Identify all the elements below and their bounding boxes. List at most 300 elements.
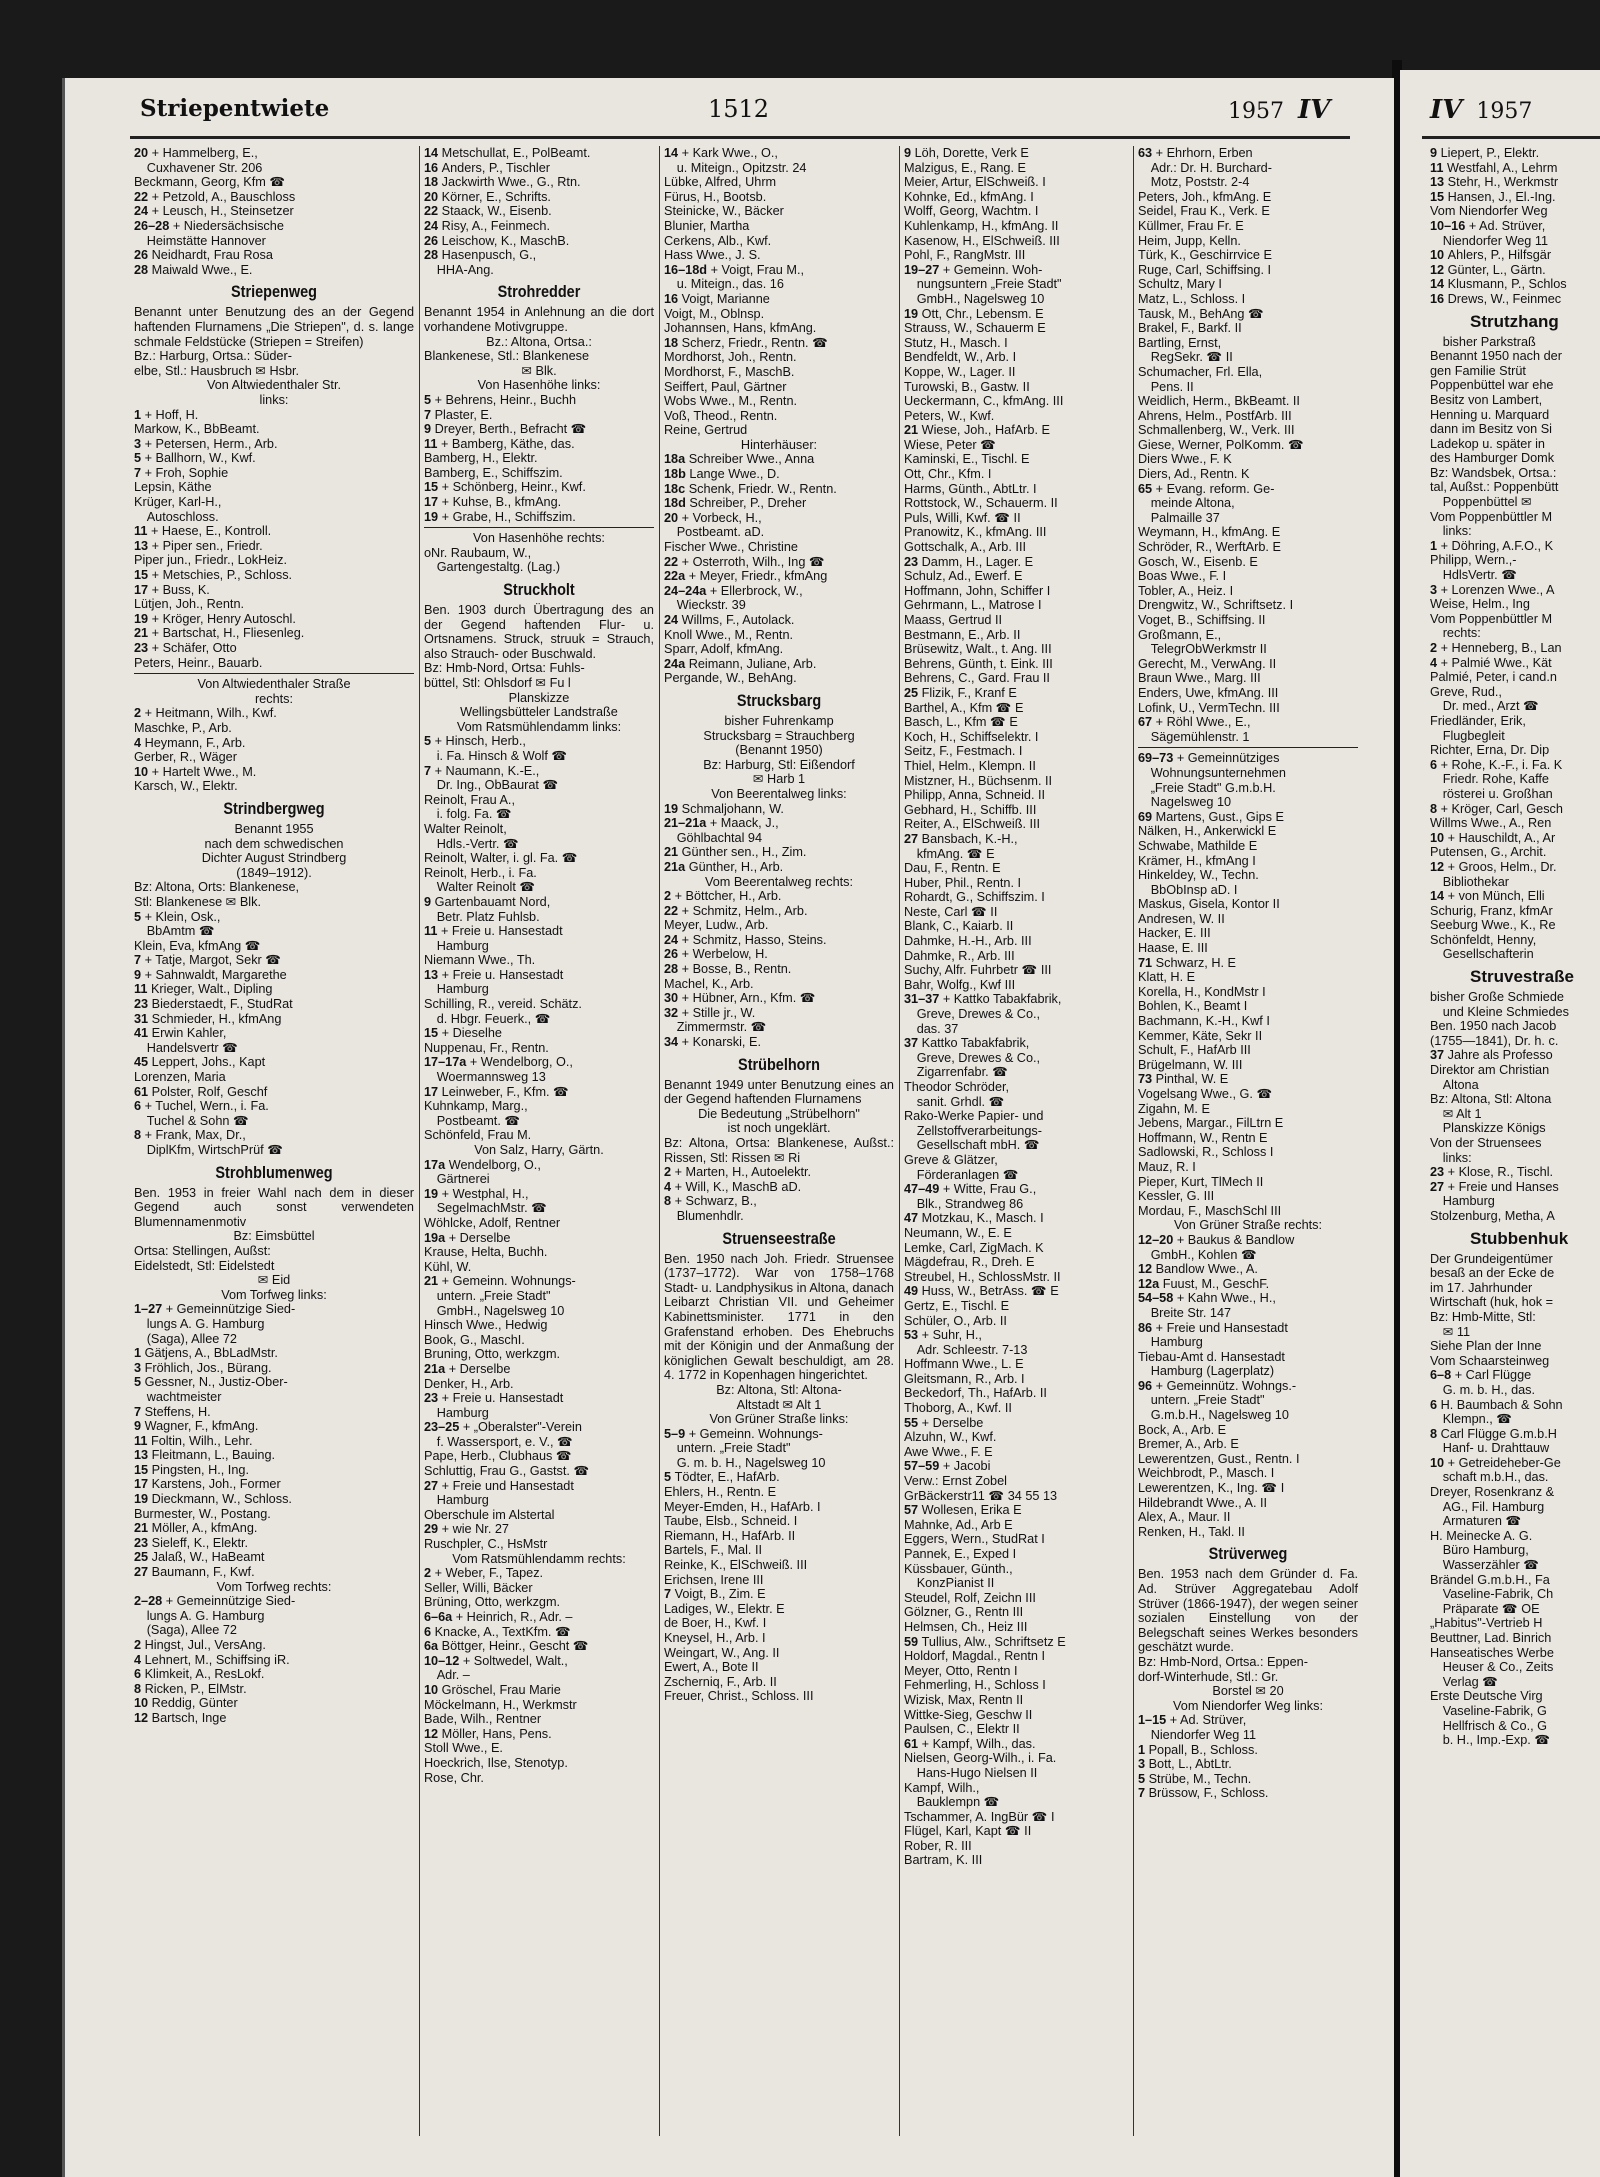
- street-info: Bz: Harburg, Stl: Eißendorf: [703, 757, 855, 772]
- directory-entry: 61 + Kampf, Wilh., das.: [904, 1736, 1036, 1751]
- directory-entry: 6 + Rohe, K.-F., i. Fa. K: [1430, 757, 1563, 772]
- directory-entry: Schönfeldt, Henny,: [1430, 932, 1537, 947]
- directory-entry: 27 Baumann, F., Kwf.: [134, 1565, 255, 1580]
- directory-entry: Bibliothekar: [1430, 874, 1509, 889]
- house-number: 4: [664, 1179, 675, 1194]
- house-number: 1–15: [1138, 1713, 1170, 1728]
- directory-entry: Greve, Drewes & Co.,: [904, 1050, 1041, 1065]
- column-1: [130, 146, 418, 2136]
- directory-entry: Henning u. Marquard: [1430, 407, 1550, 422]
- street-info: (1849–1912).: [236, 865, 312, 880]
- house-number: 15: [424, 480, 442, 495]
- directory-entry: Dahmke, H.-H., Arb. III: [904, 934, 1032, 949]
- directory-entry: 9 Gartenbauamt Nord,: [424, 894, 551, 909]
- directory-entry: 1 + Döhring, A.F.O., K: [1430, 538, 1554, 553]
- directory-entry: Flugbegleit: [1430, 728, 1505, 743]
- house-number: 47: [904, 1211, 922, 1226]
- directory-entry: Gärtnerei: [424, 1172, 490, 1187]
- directory-entry: Zscherniq, F., Arb. II: [664, 1674, 777, 1689]
- house-number: 23: [134, 997, 152, 1012]
- directory-entry: 25 Jalaß, W., HaBeamt: [134, 1550, 265, 1565]
- house-number: 14: [1430, 889, 1448, 904]
- directory-entry: G. m. b. H., Nagelsweg 10: [664, 1455, 826, 1470]
- directory-entry: Pieper, Kurt, TlMech II: [1138, 1174, 1264, 1189]
- house-number: 17: [424, 1084, 442, 1099]
- house-number: 55: [904, 1415, 922, 1430]
- house-number: 6: [134, 1667, 145, 1682]
- house-number: 2: [664, 1165, 675, 1180]
- house-number: 19: [134, 1492, 152, 1507]
- street-info: Dichter August Strindberg: [201, 851, 347, 866]
- directory-entry: 2–28 + Gemeinnützige Sied-: [134, 1594, 296, 1609]
- house-number: 8: [664, 1194, 675, 1209]
- house-number: 16–18d: [664, 262, 711, 277]
- directory-entry: 15 + Metschies, P., Schloss.: [134, 568, 293, 583]
- directory-entry: 22 + Osterroth, Wilh., Ing ☎: [664, 554, 825, 569]
- house-number: 18c: [664, 481, 689, 496]
- directory-entry: 49 Huss, W., BetrAss. ☎ E: [904, 1284, 1059, 1299]
- house-number: 15: [134, 1462, 152, 1477]
- directory-entry: 27 Bansbach, K.-H.,: [904, 831, 1018, 846]
- directory-entry: 8 + Schwarz, B.,: [664, 1194, 757, 1209]
- directory-entry: 14 + Kark Wwe., O.,: [664, 146, 778, 160]
- directory-entry: Adr. –: [424, 1668, 470, 1683]
- directory-entry: Hellfrisch & Co., G: [1430, 1718, 1548, 1733]
- directory-entry: Krüger, Karl-H.,: [134, 495, 222, 510]
- directory-entry: 57–59 + Jacobi: [904, 1459, 991, 1474]
- directory-entry: 15 Pingsten, H., Ing.: [134, 1462, 249, 1477]
- directory-entry: Tschammer, A. IngBür ☎ I: [904, 1809, 1055, 1824]
- directory-entry: Ruschpler, C., HsMstr: [424, 1537, 548, 1552]
- directory-entry: Machel, K., Arb.: [664, 976, 754, 991]
- house-number: 24a: [664, 656, 689, 671]
- directory-entry: Kampf, Wilh.,: [904, 1780, 980, 1795]
- directory-entry: 7 Voigt, B., Zim. E: [664, 1587, 766, 1602]
- directory-entry: Bz: Hmb-Mitte, Stl:: [1430, 1309, 1536, 1324]
- directory-entry: Schult, F., HafArb III: [1138, 1043, 1251, 1058]
- house-number: 16: [664, 291, 682, 306]
- directory-entry: Matz, L., Schloss. I: [1138, 291, 1246, 306]
- directory-entry: Gölzner, G., Rentn III: [904, 1605, 1024, 1620]
- house-number: 4: [134, 735, 145, 750]
- directory-entry: Hamburg: [424, 938, 489, 953]
- street-heading: Striepenweg: [231, 282, 317, 302]
- directory-entry: Gehrmann, L., Matrose I: [904, 598, 1042, 613]
- directory-entry: 63 + Ehrhorn, Erben: [1138, 146, 1253, 160]
- house-number: 23–25: [424, 1420, 463, 1435]
- direction-label: Vom Beerentalweg rechts:: [704, 874, 854, 889]
- directory-entry: Streubel, H., SchlossMstr. II: [904, 1269, 1061, 1284]
- directory-entry: u. Miteign., das. 16: [664, 277, 784, 292]
- house-number: 6–8: [1430, 1368, 1455, 1383]
- directory-entry: Besitz von Lambert,: [1430, 392, 1543, 407]
- house-number: 45: [134, 1055, 152, 1070]
- directory-entry: Bendfeldt, W., Arb. I: [904, 350, 1017, 365]
- house-number: 69: [1138, 809, 1156, 824]
- directory-entry: Förderanlagen ☎: [904, 1167, 1019, 1182]
- house-number: 57: [904, 1503, 922, 1518]
- direction-label: Vom Poppenbüttler M: [1430, 611, 1553, 626]
- directory-entry: Kühl, W.: [424, 1259, 472, 1274]
- street-info: Bz: Altona, Stl: Altona-: [716, 1382, 842, 1397]
- directory-entry: 24 Risy, A., Feinmech.: [424, 218, 550, 233]
- directory-entry: Pranowitz, K., kfmAng. III: [904, 525, 1047, 540]
- directory-entry: Tausk, M., BehAng ☎: [1138, 306, 1264, 321]
- directory-entry: Niemann Wwe., Th.: [424, 953, 536, 968]
- direction-label: Von der Struensees: [1430, 1136, 1542, 1150]
- house-number: 67: [1138, 715, 1156, 730]
- street-note: Benannt 1949 unter Benutzung eines an der Gegend haftenden Flurnamens: [664, 1077, 894, 1107]
- directory-entry: Bartling, Ernst,: [1138, 335, 1222, 350]
- directory-entry: Bade, Wilh., Rentner: [424, 1712, 542, 1727]
- directory-entry: Kohnke, Ed., kfmAng. I: [904, 189, 1034, 204]
- street-info: Hinterhäuser:: [740, 437, 818, 452]
- street-info: ✉ Blk.: [521, 363, 557, 378]
- house-number: 9: [424, 894, 435, 909]
- directory-entry: Walter Reinolt ☎: [424, 880, 536, 895]
- directory-entry: Bremer, A., Arb. E: [1138, 1437, 1239, 1452]
- directory-entry: 47–49 + Witte, Frau G.,: [904, 1182, 1037, 1197]
- house-number: 9: [134, 967, 145, 982]
- directory-entry: Cuxhavener Str. 206: [134, 160, 263, 175]
- directory-entry: 67 + Röhl Wwe., E.,: [1138, 715, 1251, 730]
- directory-entry: untern. „Freie Stadt": [664, 1441, 791, 1456]
- directory-entry: Postbeamt. aD.: [664, 525, 765, 540]
- directory-entry: rechts:: [1430, 626, 1481, 641]
- directory-entry: Hoffmann, John, Schiffer I: [904, 583, 1051, 598]
- directory-entry: Hinsch Wwe., Hedwig: [424, 1318, 548, 1333]
- directory-entry: 3 Bott, L., AbtLtr.: [1138, 1757, 1232, 1772]
- directory-entry: Poppenbüttel ✉: [1430, 495, 1532, 510]
- directory-entry: Enders, Uwe, kfmAng. III: [1138, 685, 1279, 700]
- street-heading: Struenseestraße: [722, 1228, 836, 1248]
- directory-entry: Gottschalk, A., Arb. III: [904, 540, 1026, 555]
- directory-entry: 19 + Westphal, H.,: [424, 1186, 529, 1201]
- direction-label: Vom Niendorfer Weg: [1430, 204, 1548, 219]
- directory-entry: Ben. 1950 nach Jacob: [1430, 1019, 1557, 1034]
- directory-entry: 41 Erwin Kahler,: [134, 1026, 227, 1041]
- directory-entry: bisher Große Schmiede: [1430, 990, 1564, 1005]
- directory-entry: 6 H. Baumbach & Sohn: [1430, 1397, 1563, 1412]
- directory-entry: Verw.: Ernst Zobel: [904, 1474, 1007, 1489]
- directory-entry: Kessler, G. III: [1138, 1189, 1215, 1204]
- directory-entry: Oberschule im Alstertal: [424, 1507, 555, 1522]
- directory-entry: Willms Wwe., A., Ren: [1430, 816, 1552, 831]
- directory-entry: Schröder, R., WerftArb. E: [1138, 540, 1281, 555]
- house-number: 8: [134, 1128, 145, 1143]
- directory-entry: 5 + Ballhorn, W., Kwf.: [134, 451, 256, 466]
- house-number: 14: [1430, 277, 1448, 292]
- house-number: 10: [1430, 830, 1448, 845]
- directory-entry: Stolzenburg, Metha, A: [1430, 1208, 1555, 1223]
- directory-entry: des Hamburger Domk: [1430, 451, 1555, 466]
- house-number: 23: [904, 554, 922, 569]
- directory-entry: 5 Tödter, E., HafArb.: [664, 1470, 780, 1485]
- directory-entry: Heimstätte Hannover: [134, 233, 266, 248]
- house-number: 27: [424, 1478, 442, 1493]
- directory-entry: TelegrObWerkmstr II: [1138, 642, 1267, 657]
- directory-entry: Seitz, F., Festmach. I: [904, 744, 1023, 759]
- directory-entry: 7 Plaster, E.: [424, 407, 493, 422]
- directory-entry: Malzigus, E., Rang. E: [904, 160, 1026, 175]
- directory-entry: 12–20 + Baukus & Bandlow: [1138, 1232, 1295, 1247]
- directory-entry: Dr. Ing., ObBaurat ☎: [424, 778, 559, 793]
- directory-entry: 2 + Böttcher, H., Arb.: [664, 889, 782, 904]
- directory-entry: 12 Günter, L., Gärtn.: [1430, 262, 1546, 277]
- directory-entry: 6–8 + Carl Flügge: [1430, 1368, 1532, 1383]
- house-number: 86: [1138, 1320, 1156, 1335]
- directory-entry: 6 Knacke, A., TextKfm. ☎: [424, 1624, 571, 1639]
- house-number: 18: [424, 175, 442, 190]
- house-number: 6–6a: [424, 1610, 456, 1624]
- house-number: 29: [424, 1522, 442, 1537]
- directory-entry: Ruge, Carl, Schiffsing. I: [1138, 262, 1272, 277]
- house-number: 4: [134, 1652, 145, 1667]
- street-info: rechts:: [254, 691, 294, 706]
- directory-entry: b. H., Imp.-Exp. ☎: [1430, 1733, 1551, 1748]
- directory-entry: Vaseline-Fabrik, Ch: [1430, 1587, 1554, 1602]
- directory-entry: Woermannsweg 13: [424, 1070, 546, 1085]
- directory-entry: 9 Löh, Dorette, Verk E: [904, 146, 1029, 160]
- directory-entry: 57 Wollesen, Erika E: [904, 1503, 1022, 1518]
- directory-entry: Blumenhdlr.: [664, 1208, 744, 1223]
- directory-entry: Beckedorf, Th., HafArb. II: [904, 1386, 1047, 1401]
- directory-entry: Behrens, Günth, t. Eink. III: [904, 656, 1053, 671]
- house-number: 9: [1430, 146, 1441, 160]
- directory-entry: Wittke-Sieg, Geschw II: [904, 1707, 1033, 1722]
- house-number: 16: [1430, 291, 1448, 306]
- directory-entry: Meyer, Ludw., Arb.: [664, 918, 769, 933]
- house-number: 10: [424, 1682, 442, 1697]
- house-number: 9: [904, 146, 915, 160]
- house-number: 53: [904, 1328, 922, 1343]
- house-number: 19: [664, 801, 682, 816]
- house-number: 21: [904, 423, 922, 438]
- house-number: 25: [134, 1550, 152, 1565]
- directory-entry: Mordhorst, F., MaschB.: [664, 364, 795, 379]
- house-number: 11: [1430, 160, 1447, 175]
- directory-entry: Niendorfer Weg 11: [1138, 1727, 1257, 1742]
- directory-entry: 18d Schreiber, P., Dreher: [664, 496, 807, 511]
- house-number: 24–24a: [664, 583, 710, 598]
- directory-entry: Taube, Elsb., Schneid. I: [664, 1514, 798, 1529]
- house-number: 3: [1138, 1757, 1149, 1772]
- directory-entry: 28 + Bosse, B., Rentn.: [664, 962, 792, 977]
- directory-entry: 18 Jackwirth Wwe., G., Rtn.: [424, 175, 581, 190]
- house-number: 6: [134, 1099, 145, 1114]
- street-info: Borstel ✉ 20: [1212, 1684, 1284, 1699]
- directory-entry: 21 Günther sen., H., Zim.: [664, 845, 807, 860]
- directory-entry: Pens. II: [1138, 379, 1194, 394]
- directory-entry: 21 Wiese, Joh., HafArb. E: [904, 423, 1050, 438]
- house-number: 32: [664, 1005, 682, 1020]
- directory-entry: 24 Willms, F., Autolack.: [664, 613, 795, 627]
- house-number: 37: [1430, 1048, 1448, 1063]
- house-number: 16: [424, 160, 442, 175]
- directory-entry: GmbH., Kohlen ☎: [1138, 1247, 1257, 1262]
- directory-entry: Greve, Drewes & Co.,: [904, 1007, 1041, 1022]
- directory-entry: Postbeamt. ☎: [424, 1113, 521, 1128]
- house-number: 11: [134, 982, 151, 997]
- directory-entry: Schmallenberg, W., Verk. III: [1138, 423, 1295, 438]
- house-number: 1: [1430, 538, 1441, 553]
- directory-entry: dorf-Winterhude, Stl.: Gr.: [1138, 1669, 1279, 1684]
- street-info: nach dem schwedischen: [204, 836, 344, 851]
- directory-entry: Gesellschafterin: [1430, 947, 1534, 962]
- directory-entry: Neumann, W., E. E: [904, 1225, 1012, 1240]
- directory-entry: Krämer, H., kfmAng I: [1138, 853, 1256, 868]
- directory-entry: Altona: [1430, 1077, 1479, 1092]
- directory-entry: Adr.: Dr. H. Burchard-: [1138, 160, 1272, 175]
- house-number: 17: [134, 582, 152, 597]
- directory-entry: Fischer Wwe., Christine: [664, 540, 798, 555]
- house-number: 10: [134, 1696, 152, 1711]
- house-number: 1: [1138, 1742, 1149, 1757]
- house-number: 61: [904, 1736, 922, 1751]
- directory-entry: Hamburg: [1430, 1194, 1495, 1209]
- directory-entry: Gesellschaft mbH. ☎: [904, 1138, 1040, 1153]
- directory-entry: Bohlen, K., Beamt I: [1138, 999, 1248, 1014]
- directory-entry: büttel, Stl: Ohlsdorf ✉ Fu l: [424, 676, 571, 690]
- house-number: 3: [1430, 582, 1441, 597]
- house-number: 65: [1138, 481, 1156, 496]
- house-number: 57–59: [904, 1459, 943, 1474]
- directory-entry: Küllmer, Frau Fr. E: [1138, 218, 1244, 233]
- direction-label: Von Hasenhöhe rechts:: [473, 531, 605, 546]
- directory-entry: Peters, Joh., kfmAng. E: [1138, 189, 1272, 204]
- house-number: 15: [134, 568, 152, 583]
- directory-entry: 18 Scherz, Friedr., Rentn. ☎: [664, 335, 828, 350]
- directory-entry: Wiese, Peter ☎: [904, 437, 996, 452]
- directory-entry: Kuhnkamp, Marg.,: [424, 1099, 528, 1114]
- directory-entry: 7 + Tatje, Margot, Sekr ☎: [134, 953, 282, 968]
- directory-entry: 10 + Getreideheber-Ge: [1430, 1455, 1561, 1470]
- directory-entry: 10 + Hauschildt, A., Ar: [1430, 830, 1556, 845]
- directory-entry: bisher Parkstraß: [1430, 334, 1536, 349]
- directory-entry: 22a + Meyer, Friedr., kfmAng: [664, 569, 828, 584]
- directory-entry: Blank, C., Kaiarb. II: [904, 919, 1014, 934]
- directory-entry: 15 + Dieselhe: [424, 1026, 502, 1041]
- directory-entry: Bz: Hmb-Nord, Ortsa.: Eppen-: [1138, 1654, 1308, 1669]
- directory-entry: Gerber, R., Wäger: [134, 750, 237, 765]
- directory-entry: Heuser & Co., Zeits: [1430, 1660, 1554, 1675]
- directory-entry: Weidlich, Herm., BkBeamt. II: [1138, 394, 1300, 409]
- directory-entry: 19 Dieckmann, W., Schloss.: [134, 1492, 292, 1507]
- directory-entry: 14 Metschullat, E., PolBeamt.: [424, 146, 591, 160]
- directory-entry: 6 Klimkeit, A., ResLokf.: [134, 1667, 265, 1682]
- directory-entry: Eggers, Wern., StudRat I: [904, 1532, 1045, 1547]
- street-note: Ben. 1903 durch Übertragung des an der Gegend haftenden Flur- u. Ortsnamens. Struck, struuk = Strauch, also Strauch- oder Buschwald.: [424, 603, 654, 661]
- directory-entry: i. folg. Fa. ☎: [424, 807, 512, 822]
- directory-entry: Friedländer, Erik,: [1430, 713, 1526, 728]
- directory-entry: 21a + Derselbe: [424, 1361, 511, 1376]
- direction-label: Von Grüner Straße rechts:: [1173, 1218, 1323, 1233]
- house-number: 15: [1430, 189, 1448, 204]
- house-number: 10: [134, 764, 152, 779]
- directory-entry: Meier, Artur, ElSchweiß. I: [904, 175, 1046, 190]
- directory-entry: Zigarrenfabr. ☎: [904, 1065, 1008, 1080]
- directory-entry: 23 Biederstaedt, F., StudRat: [134, 997, 293, 1012]
- house-number: 63: [1138, 146, 1156, 160]
- house-number: 19a: [424, 1230, 449, 1245]
- directory-entry: BbObInsp aD. I: [1138, 882, 1238, 897]
- house-number: 18a: [664, 452, 689, 467]
- house-number: 24: [664, 932, 682, 947]
- directory-entry: Alex, A., Maur. II: [1138, 1510, 1231, 1525]
- directory-entry: Hans-Hugo Nielsen II: [904, 1765, 1038, 1780]
- directory-entry: Strauss, W., Schauerm E: [904, 321, 1046, 336]
- directory-entry: Lofink, U., VermTechn. III: [1138, 700, 1280, 715]
- directory-entry: Philipp, Wern.,-: [1430, 553, 1517, 568]
- directory-entry: Burmester, W., Postang.: [134, 1506, 271, 1521]
- directory-entry: Brügelmann, W. III: [1138, 1057, 1243, 1072]
- directory-entry: Seller, Willi, Bäcker: [424, 1580, 533, 1595]
- directory-entry: HHA-Ang.: [424, 262, 494, 277]
- street-heading: Stubbenhuk: [1470, 1228, 1569, 1248]
- house-number: 1: [134, 1346, 145, 1361]
- directory-entry: Andresen, W. II: [1138, 911, 1225, 926]
- directory-entry: Gebhard, H., Schiffb. III: [904, 802, 1037, 817]
- section-divider: [134, 673, 414, 674]
- house-number: 21a: [424, 1361, 449, 1376]
- directory-entry: 14 Klusmann, P., Schlos: [1430, 277, 1567, 292]
- directory-entry: 7 Brüssow, F., Schloss.: [1138, 1786, 1269, 1801]
- house-number: 7: [424, 407, 435, 422]
- house-number: 12: [424, 1726, 442, 1741]
- directory-entry: 8 Ricken, P., ElMstr.: [134, 1681, 247, 1696]
- directory-entry: 5–9 + Gemeinn. Wohnungs-: [664, 1426, 823, 1441]
- directory-entry: 26 Neidhardt, Frau Rosa: [134, 248, 273, 263]
- directory-entry: 26–28 + Niedersächsische: [134, 218, 284, 233]
- directory-entry: 9 Wagner, F., kfmAng.: [134, 1419, 259, 1434]
- directory-entry: Türk, K., Geschirrvice E: [1138, 248, 1272, 263]
- directory-entry: 19 Ott, Chr., Lebensm. E: [904, 306, 1044, 321]
- directory-entry: 23 Damm, H., Lager. E: [904, 554, 1034, 569]
- directory-entry: Wieckstr. 39: [664, 598, 746, 613]
- directory-entry: u. Miteign., Opitzstr. 24: [664, 160, 807, 175]
- house-number: 10–12: [424, 1653, 463, 1668]
- directory-entry: Denker, H., Arb.: [424, 1376, 514, 1391]
- house-number: 13: [134, 1448, 152, 1463]
- directory-entry: 25 Flizik, F., Kranf E: [904, 685, 1017, 700]
- house-number: 5: [424, 392, 435, 407]
- directory-entry: 16 Anders, P., Tischler: [424, 160, 551, 175]
- directory-entry: 20 + Vorbeck, H.,: [664, 510, 762, 525]
- directory-entry: 69–73 + Gemeinnütziges: [1138, 751, 1280, 766]
- house-number: 4: [1430, 655, 1441, 670]
- running-head-street: Striepentwiete: [140, 95, 330, 122]
- directory-entry: Heim, Jupp, Kelln.: [1138, 233, 1241, 248]
- directory-entry: (1755—1841), Dr. h. c.: [1430, 1033, 1559, 1048]
- direction-label: Vom Ratsmühlendamm links:: [456, 719, 622, 734]
- directory-entry: Thiel, Helm., Klempn. II: [904, 758, 1036, 773]
- directory-entry: Reinolt, Herb., i. Fa.: [424, 865, 537, 880]
- directory-entry: Bestmann, E., Arb. II: [904, 627, 1021, 642]
- house-number: 15: [424, 1026, 442, 1041]
- house-number: 25: [904, 685, 922, 700]
- house-number: 28: [664, 962, 682, 977]
- house-number: 14: [664, 146, 682, 160]
- directory-entry: Vogelsang Wwe., G. ☎: [1138, 1087, 1273, 1101]
- directory-entry: Wolff, Georg, Wachtm. I: [904, 204, 1039, 219]
- street-heading: Strohredder: [497, 282, 581, 302]
- house-number: 6: [424, 1624, 435, 1639]
- directory-entry: besaß an der Ecke de: [1430, 1266, 1555, 1281]
- directory-entry: 11 Foltin, Wilh., Lehr.: [134, 1433, 253, 1448]
- directory-entry: Ehlers, H., Rentn. E: [664, 1485, 777, 1500]
- directory-entry: Klein, Eva, kfmAng ☎: [134, 938, 261, 953]
- house-number: 22: [664, 903, 682, 918]
